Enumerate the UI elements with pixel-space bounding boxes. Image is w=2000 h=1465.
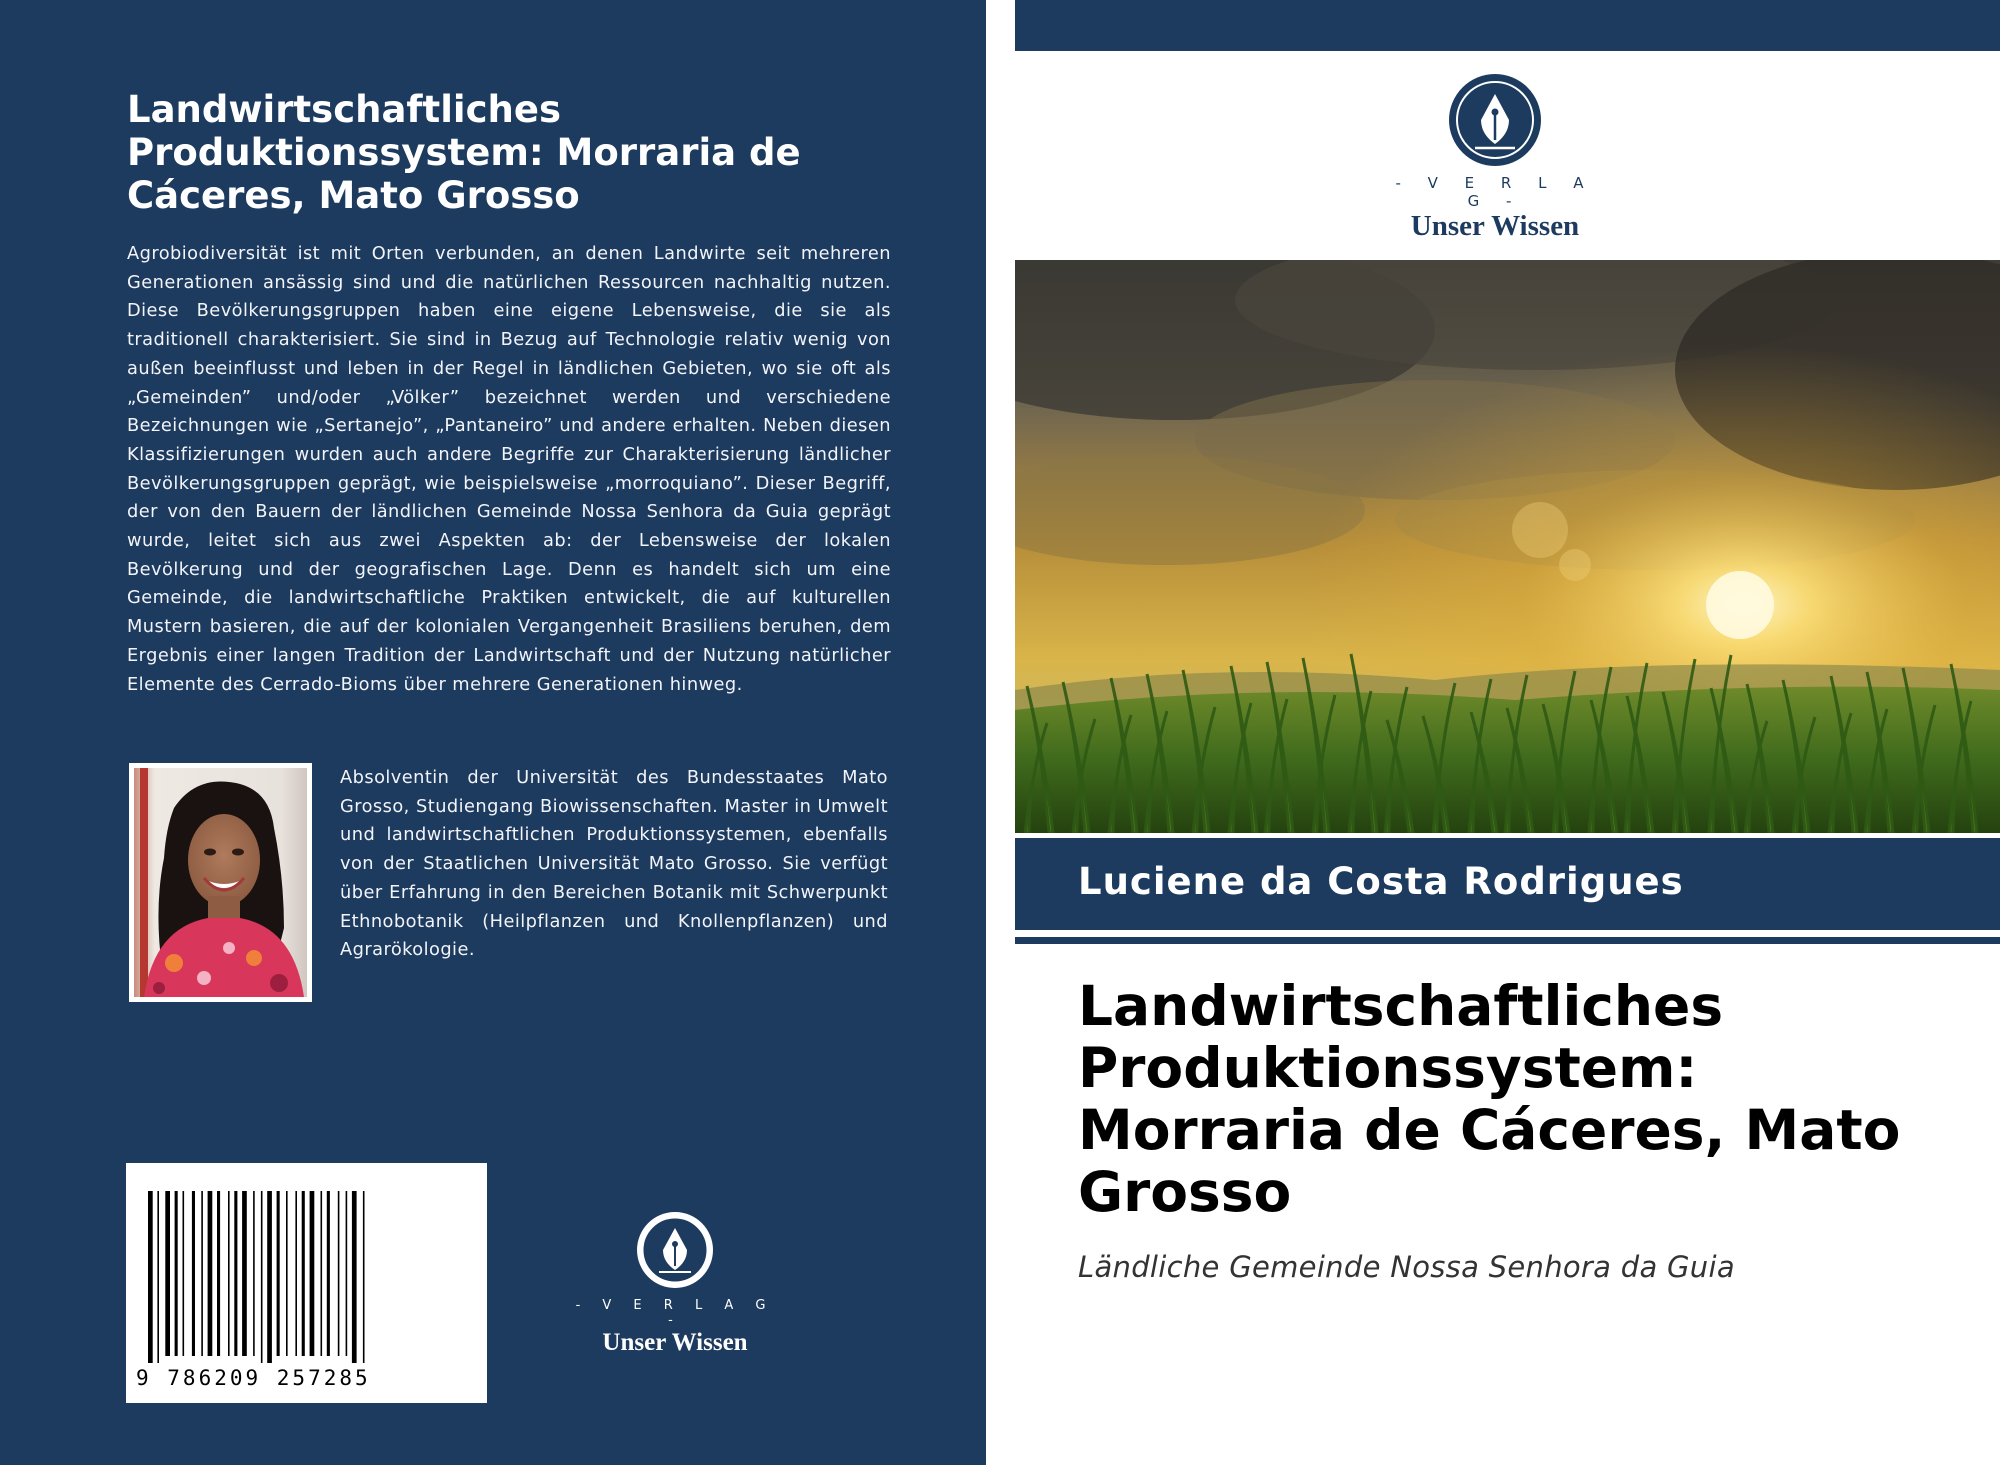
- back-cover: [0, 0, 986, 1465]
- back-cover-title: Landwirtschaftliches Produktionssystem: Morraria de Cáceres, Mato Grosso: [127, 88, 801, 217]
- front-cover-title: Landwirtschaftliches Produktionssystem: Morraria de Cáceres, Mato Grosso: [1078, 974, 1901, 1224]
- fountain-pen-nib-icon: [1447, 72, 1543, 168]
- front-top-bar: [1015, 0, 2000, 51]
- barcode-icon: [126, 1163, 487, 1363]
- spine-gap: [986, 0, 1015, 1465]
- isbn-barcode: [126, 1163, 487, 1403]
- author-portrait-image: [134, 768, 307, 997]
- back-publisher-tagline: - V E R L A G -: [575, 1298, 775, 1328]
- front-publisher-tagline: - V E R L A G -: [1395, 174, 1595, 210]
- front-publisher-logo: [1390, 72, 1600, 242]
- back-publisher-name: Unser Wissen: [602, 1329, 748, 1356]
- front-cover-subtitle: Ländliche Gemeinde Nossa Senhora da Guia: [1078, 1250, 1735, 1284]
- fountain-pen-nib-icon: [635, 1210, 715, 1290]
- author-photo: [129, 763, 312, 1002]
- author-bio: Absolventin der Universität des Bundesstaates Mato Grosso, Studiengang Biowissenschaften. Master in Umwelt und landwirtschaftlichen Produktionssystemen, ebenfalls von der Staatlichen Universität Mato Grosso. Sie verfügt über Erfahrung in den Bereichen Botanik mit Schwerpunkt Ethnobotanik (Heilpflanzen und Knollenpflanzen) und Agrarökologie.: [340, 767, 888, 961]
- isbn-digits: 9 786209 257285: [136, 1366, 371, 1390]
- back-publisher-logo: [570, 1210, 780, 1356]
- author-name: Luciene da Costa Rodrigues: [1078, 860, 1684, 903]
- back-cover-blurb: Agrobiodiversität ist mit Orten verbunden, an denen Landwirte seit mehreren Generationen ansässig sind und die natürlichen Ressourcen nachhaltig nutzen. Diese Bevölkerungsgruppen haben eine eigene Lebensweise, die sie als traditionell charakterisiert. Sie sind in Bezug auf Technologie relativ wenig von außen beeinflusst und leben in der Regel in ländlichen Gebieten, wo sie oft als „Gemeinden” und/oder „Völker” bezeichnet werden und verschiedene Bezeichnungen wie „Sertanejo”, „Pantaneiro” und andere erhalten. Neben diesen Klassifizierungen wurden auch andere Begriffe zur Charakterisierung ländlicher Bevölkerungsgruppen geprägt, wie beispielsweise „morroquiano”. Dieser Begriff, der von den Bauern der ländlichen Gemeinde Nossa Senhora da Guia geprägt wurde, leitet sich aus zwei Aspekten ab: der Lebensweise der lokalen Bevölkerung und der geografischen Lage. Denn es handelt sich um eine Gemeinde, die landwirtschaftliche Praktiken entwickelt, die auf kulturellen Mustern basieren, die auf der kolonialen Vergangenheit Brasiliens beruhen, dem Ergebnis einer langen Tradition der Landwirtschaft und der Nutzung natürlicher Elemente des Cerrado-Bioms über mehrere Generationen hinweg.: [127, 243, 891, 695]
- front-publisher-name: Unser Wissen: [1410, 210, 1580, 242]
- author-band: [1015, 838, 2000, 930]
- divider-rule: [1015, 937, 2000, 944]
- cover-photo-cornfield-sunset: [1015, 260, 2000, 833]
